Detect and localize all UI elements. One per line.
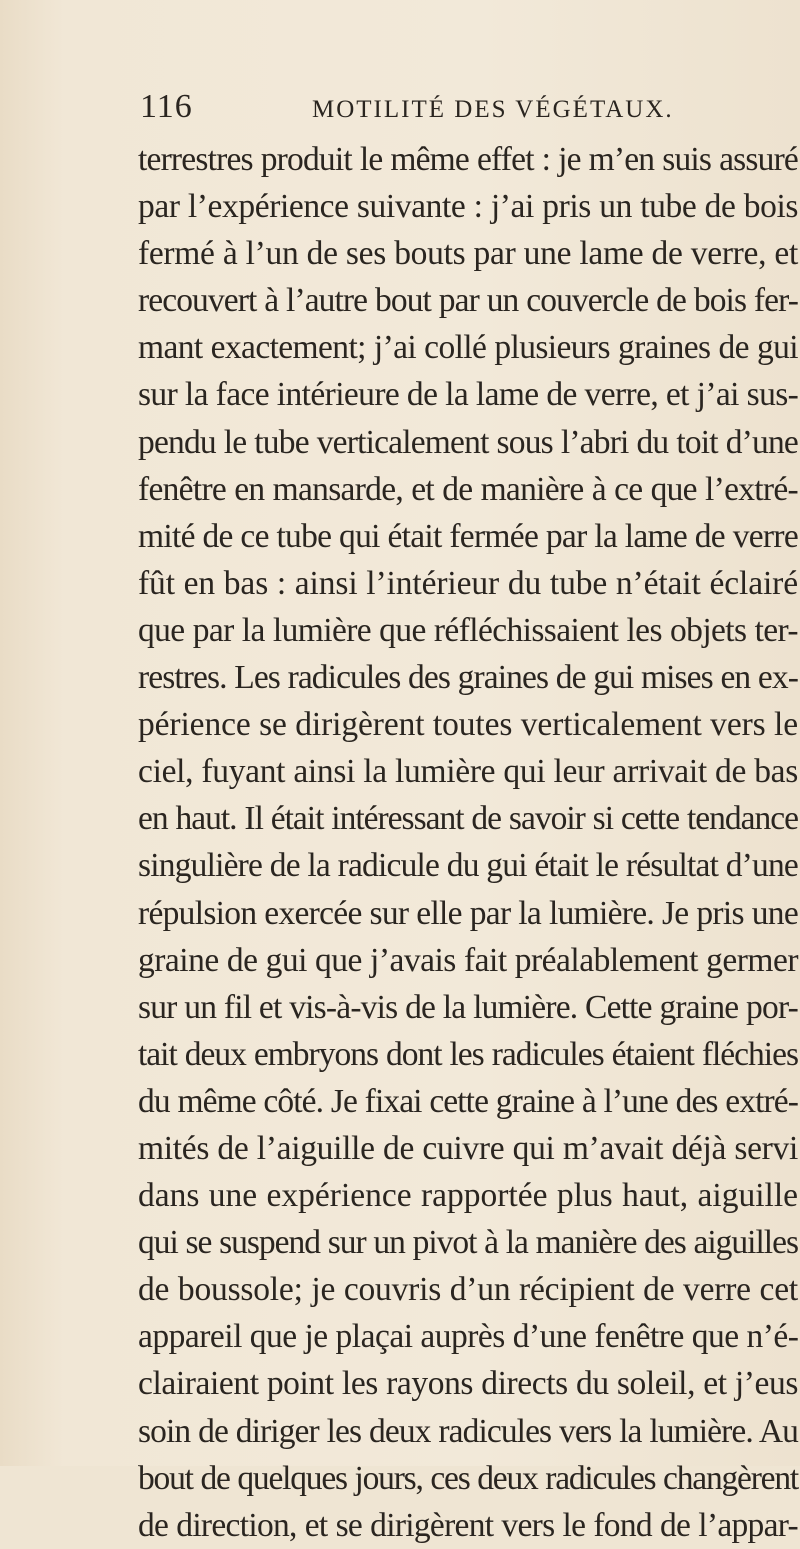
text-line: mant exactement; j’ai collé plusieurs graines de gui xyxy=(138,329,798,367)
running-title: MOTILITÉ DES VÉGÉTAUX. xyxy=(312,96,674,123)
text-line: mité de ce tube qui était fermée par la lame de verre xyxy=(138,517,798,555)
text-line: pendu le tube verticalement sous l’abri du toit d’une xyxy=(138,423,798,461)
page-header xyxy=(140,88,780,128)
text-line: de boussole; je couvris d’un récipient de verre cet xyxy=(138,1271,798,1309)
text-line: qui se suspend sur un pivot à la manière des aiguilles xyxy=(138,1224,798,1262)
text-line: restres. Les radicules des graines de gui mises en ex- xyxy=(138,659,798,697)
text-line: par l’expérience suivante : j’ai pris un tube de bois xyxy=(138,188,798,226)
text-line: clairaient point les rayons directs du soleil, et j’eus xyxy=(138,1365,798,1403)
text-line: fermé à l’un de ses bouts par une lame de verre, et xyxy=(138,235,798,273)
text-line: périence se dirigèrent toutes verticalement vers le xyxy=(138,706,798,744)
text-line: mités de l’aiguille de cuivre qui m’avait déjà servi xyxy=(138,1129,798,1167)
text-line: sur la face intérieure de la lame de verre, et j’ai sus- xyxy=(138,376,799,414)
text-line: du même côté. Je fixai cette graine à l’une des extré- xyxy=(138,1082,798,1120)
page-number: 116 xyxy=(140,88,193,125)
text-line: fût en bas : ainsi l’intérieur du tube n’était éclairé xyxy=(138,564,798,602)
text-line: tait deux embryons dont les radicules étaient fléchies xyxy=(138,1035,798,1073)
text-line: sur un fil et vis-à-vis de la lumière. Cette graine por- xyxy=(138,988,798,1026)
text-line: soin de diriger les deux radicules vers la lumière. Au xyxy=(138,1412,798,1450)
text-line: fenêtre en mansarde, et de manière à ce que l’extré- xyxy=(138,470,798,508)
body-text xyxy=(138,136,798,1549)
text-line: bout de quelques jours, ces deux radicules changèrent xyxy=(138,1459,798,1497)
text-line: de direction, et se dirigèrent vers le fond de l’appar- xyxy=(138,1506,798,1544)
text-line: répulsion exercée sur elle par la lumière. Je pris une xyxy=(138,894,798,932)
text-line: ciel, fuyant ainsi la lumière qui leur arrivait de bas xyxy=(138,753,798,791)
text-line: en haut. Il était intéressant de savoir si cette tendance xyxy=(138,800,798,838)
text-line: dans une expérience rapportée plus haut, aiguille xyxy=(138,1177,798,1215)
text-line: singulière de la radicule du gui était le résultat d’une xyxy=(138,847,798,885)
text-line: que par la lumière que réfléchissaient les objets ter- xyxy=(138,611,798,649)
text-line: appareil que je plaçai auprès d’une fenêtre que n’é- xyxy=(138,1318,799,1356)
text-line: terrestres produit le même effet : je m’en suis assuré xyxy=(138,141,798,178)
text-line: graine de gui que j’avais fait préalablement germer xyxy=(138,941,798,979)
text-line: recouvert à l’autre bout par un couvercle de bois fer- xyxy=(138,282,798,320)
